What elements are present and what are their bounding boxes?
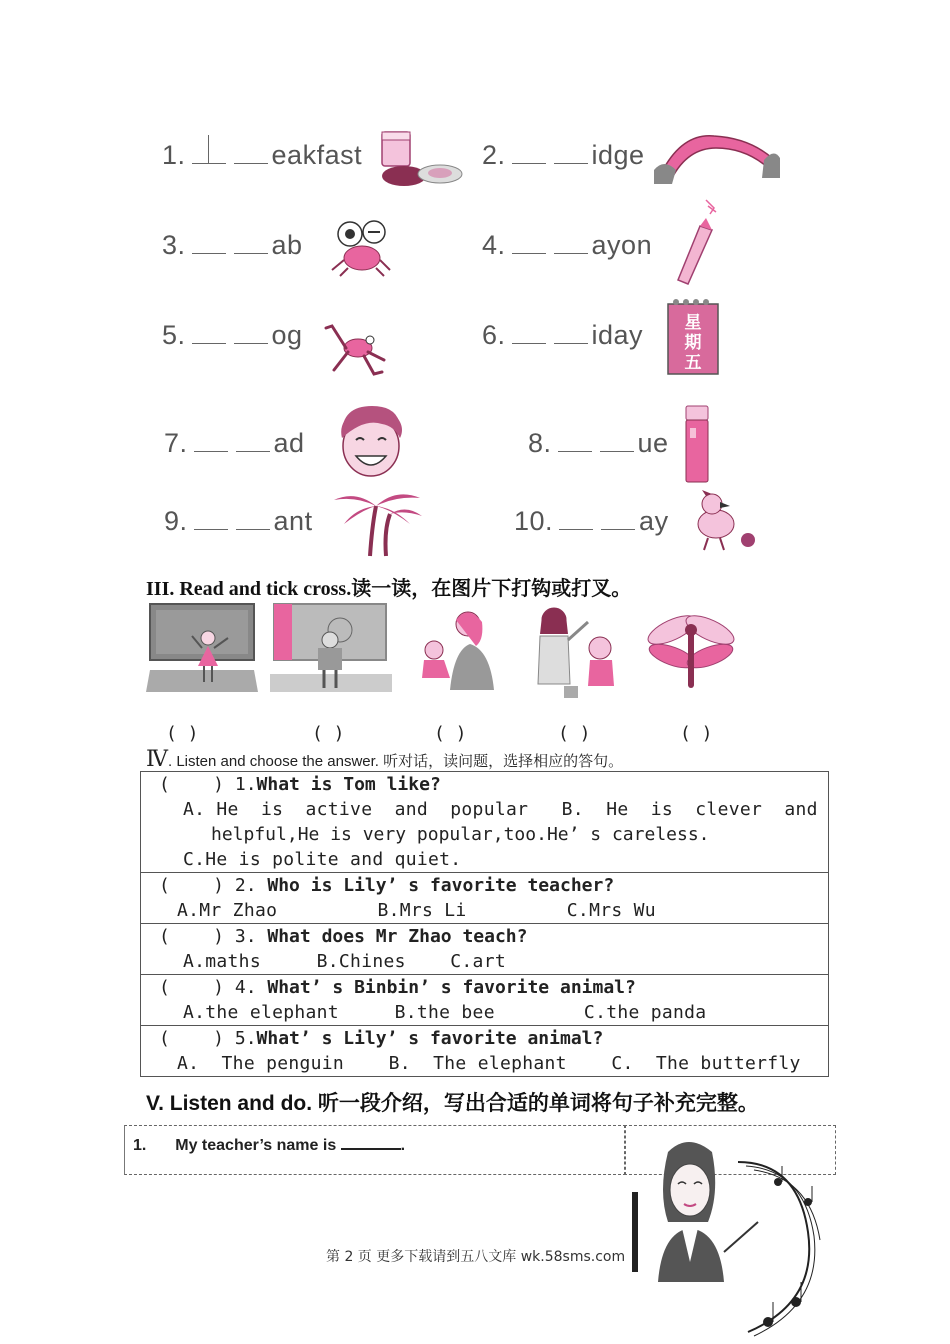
phonics-item-2 <box>482 140 645 171</box>
question-text: What does Mr Zhao teach? <box>256 926 528 947</box>
fill-in-item-1 <box>133 1134 405 1155</box>
question-prefix[interactable]: ( ) 1. <box>159 774 257 795</box>
letter-blank[interactable] <box>234 145 268 164</box>
phonics-number: 1. <box>162 140 186 170</box>
phonics-suffix: og <box>271 320 303 350</box>
question-table <box>140 771 829 1077</box>
phonics-number: 2. <box>482 140 506 170</box>
letter-blank[interactable] <box>512 145 546 164</box>
phonics-number: 5. <box>162 320 186 350</box>
question-row <box>141 1026 829 1077</box>
letter-blank[interactable] <box>194 433 228 452</box>
phonics-item-6 <box>482 320 643 351</box>
answer-options: C.He is polite and quiet. <box>183 849 462 870</box>
name-blank[interactable] <box>341 1134 401 1150</box>
question-cell-5 <box>141 1026 829 1077</box>
question-text: What’ s Lily’ s favorite animal? <box>256 1028 604 1049</box>
dragonfly-icon <box>642 600 740 692</box>
letter-blank[interactable] <box>558 433 592 452</box>
svg-text:五: 五 <box>684 353 702 373</box>
phonics-item-8 <box>528 428 669 459</box>
question-cell-2 <box>141 873 829 924</box>
phonics-number: 6. <box>482 320 506 350</box>
question-prefix[interactable]: ( ) 2. <box>159 875 257 896</box>
answer-options: helpful,He is very popular,too.He’ s careless. <box>211 824 710 845</box>
phonics-number: 4. <box>482 230 506 260</box>
phonics-suffix: ant <box>273 506 313 536</box>
question-prefix[interactable]: ( ) 4. <box>159 977 257 998</box>
fill-in-box <box>124 1125 626 1175</box>
bird-play-icon <box>684 488 758 552</box>
phonics-number: 3. <box>162 230 186 260</box>
letter-blank[interactable] <box>192 325 226 344</box>
letter-blank[interactable] <box>554 145 588 164</box>
phonics-number: 7. <box>164 428 188 458</box>
letter-blank[interactable] <box>234 325 268 344</box>
question-row <box>141 772 829 873</box>
letter-blank[interactable] <box>192 145 226 164</box>
letter-blank[interactable] <box>554 325 588 344</box>
question-row <box>141 975 829 1026</box>
section4-heading <box>146 746 623 772</box>
frog-icon <box>324 318 388 378</box>
palm-tree-icon <box>326 486 426 558</box>
section4-roman: Ⅳ <box>146 746 168 771</box>
phonics-item-5 <box>162 320 303 351</box>
answer-paren-5[interactable]: ( ) <box>680 723 713 744</box>
phonics-item-4 <box>482 230 652 261</box>
phonics-number: 8. <box>528 428 552 458</box>
question-row <box>141 873 829 924</box>
teacher-and-boy-icon <box>524 600 624 700</box>
letter-blank[interactable] <box>512 235 546 254</box>
friday-calendar-icon <box>666 296 720 376</box>
breakfast-icon <box>378 128 468 190</box>
phonics-suffix: eakfast <box>271 140 363 170</box>
question-text: Who is Lily’ s favorite teacher? <box>256 875 615 896</box>
crab-icon <box>330 218 392 278</box>
girl-at-blackboard-icon <box>146 600 258 694</box>
answer-paren-2[interactable]: ( ) <box>312 723 345 744</box>
crayon-icon <box>676 196 720 288</box>
letter-blank[interactable] <box>192 235 226 254</box>
question-text: What’ s Binbin’ s favorite animal? <box>256 977 636 998</box>
boy-at-blackboard-icon <box>270 600 392 694</box>
question-cell-4 <box>141 975 829 1026</box>
letter-blank[interactable] <box>600 433 634 452</box>
bridge-icon <box>654 128 780 186</box>
phonics-suffix: ay <box>639 506 669 536</box>
section5-heading: V. Listen and do. 听一段介绍，写出合适的单词将句子补充完整。 <box>146 1092 759 1115</box>
answer-options: A.the elephant B.the bee C.the panda <box>183 1002 707 1023</box>
phonics-suffix: ab <box>271 230 303 260</box>
answer-paren-1[interactable]: ( ) <box>166 723 199 744</box>
letter-blank[interactable] <box>236 511 270 530</box>
answer-options: A. He is active and popular B. He is clever and <box>183 799 818 820</box>
phonics-item-10 <box>514 506 669 537</box>
phonics-suffix: ayon <box>591 230 653 260</box>
item-number: 1. <box>133 1137 147 1154</box>
boy-face-icon <box>334 402 408 482</box>
letter-blank[interactable] <box>601 511 635 530</box>
letter-blank[interactable] <box>194 511 228 530</box>
answer-paren-3[interactable]: ( ) <box>434 723 467 744</box>
item-end: . <box>400 1137 406 1154</box>
question-cell-3 <box>141 924 829 975</box>
mother-and-child-icon <box>410 600 502 696</box>
section3-heading: III. Read and tick cross.读一读，在图片下打钩或打叉。 <box>146 578 632 600</box>
letter-blank[interactable] <box>512 325 546 344</box>
calendar-text: 星 <box>684 313 702 333</box>
letter-blank[interactable] <box>236 433 270 452</box>
question-text: What is Tom like? <box>256 774 441 795</box>
letter-blank[interactable] <box>559 511 593 530</box>
phonics-item-1 <box>162 140 362 171</box>
question-prefix[interactable]: ( ) 5. <box>159 1028 257 1049</box>
phonics-item-7 <box>164 428 305 459</box>
glue-stick-icon <box>680 404 714 484</box>
phonics-suffix: ue <box>637 428 669 458</box>
phonics-suffix: idge <box>591 140 645 170</box>
phonics-item-3 <box>162 230 303 261</box>
question-prefix[interactable]: ( ) 3. <box>159 926 257 947</box>
page-footer: 第 2 页 更多下载请到五八文库 wk.58sms.com <box>326 1249 626 1265</box>
answer-options: A. The penguin B. The elephant C. The butterfly <box>177 1053 801 1074</box>
item-text: My teacher’s name is <box>175 1137 337 1154</box>
music-teacher-icon <box>628 1132 828 1340</box>
answer-options: A.maths B.Chines C.art <box>183 951 506 972</box>
phonics-number: 10. <box>514 506 554 536</box>
phonics-suffix: iday <box>591 320 644 350</box>
answer-paren-4[interactable]: ( ) <box>558 723 591 744</box>
svg-text:期: 期 <box>684 333 702 353</box>
letter-blank[interactable] <box>234 235 268 254</box>
question-cell-1 <box>141 772 829 873</box>
phonics-suffix: ad <box>273 428 305 458</box>
question-row <box>141 924 829 975</box>
letter-blank[interactable] <box>554 235 588 254</box>
phonics-item-9 <box>164 506 313 537</box>
answer-options: A.Mr Zhao B.Mrs Li C.Mrs Wu <box>177 900 656 921</box>
phonics-number: 9. <box>164 506 188 536</box>
section4-title: . Listen and choose the answer. 听对话，读问题，选择相应的答句。 <box>167 753 624 770</box>
